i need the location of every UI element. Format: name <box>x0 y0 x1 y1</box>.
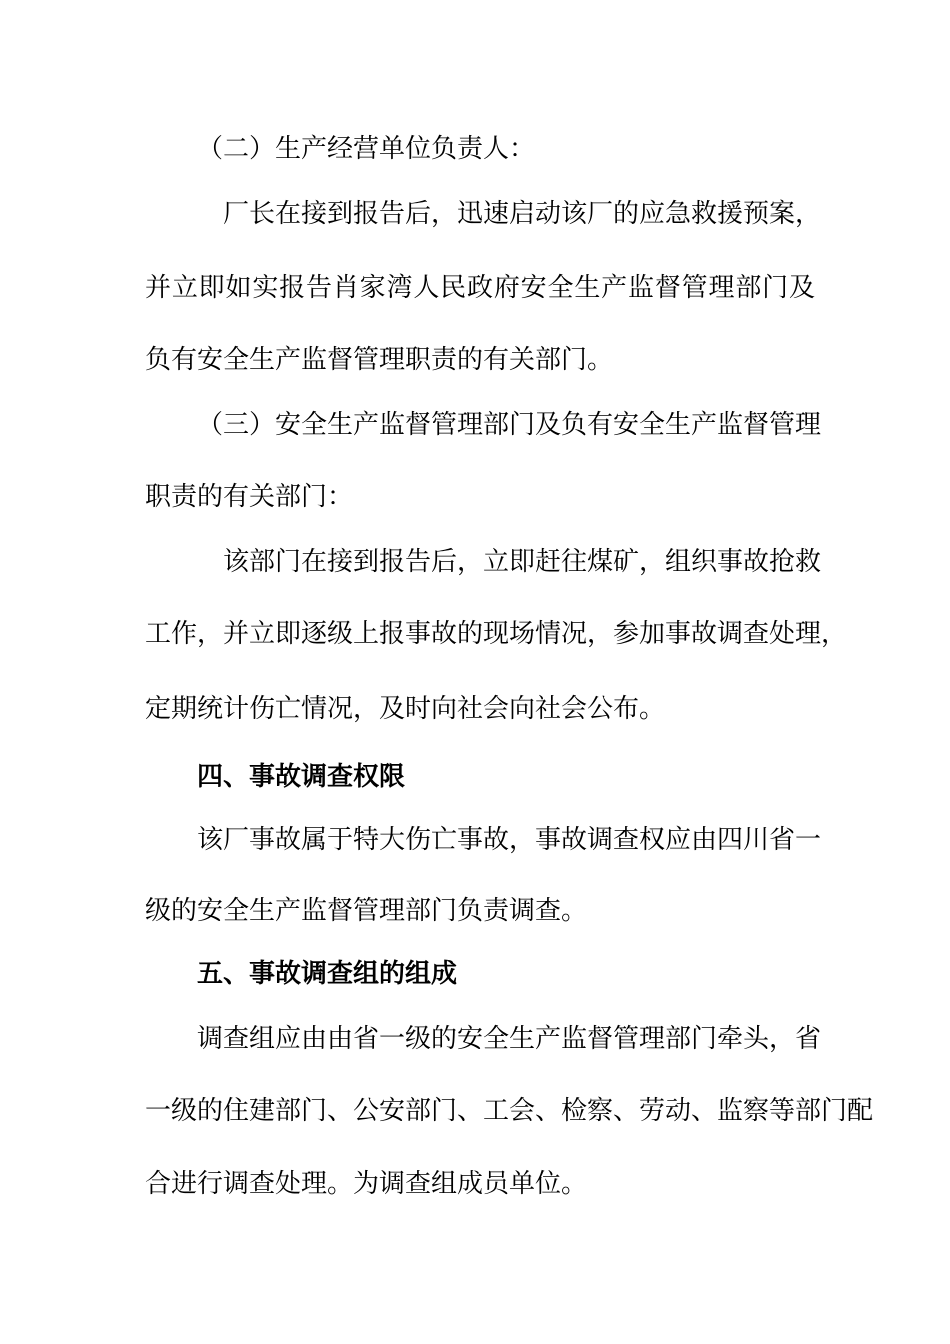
subsection-heading-3: （三）安全生产监督管理部门及负有安全生产监督管理 <box>197 410 822 440</box>
paragraph-line: 定期统计伤亡情况，及时向社会向社会公布。 <box>145 694 666 724</box>
paragraph-line: 合进行调查处理。为调查组成员单位。 <box>145 1169 588 1199</box>
paragraph-line: 工作，并立即逐级上报事故的现场情况，参加事故调查处理， <box>145 619 848 649</box>
paragraph-line: 并立即如实报告肖家湾人民政府安全生产监督管理部门及 <box>145 273 815 303</box>
paragraph-line: 负有安全生产监督管理职责的有关部门。 <box>145 345 614 375</box>
section-heading-5: 五、事故调查组的组成 <box>197 959 458 989</box>
subsection-heading-2: （二）生产经营单位负责人： <box>197 134 536 164</box>
paragraph-line: 该部门在接到报告后，立即赶往煤矿，组织事故抢救 <box>223 547 822 577</box>
section-heading-4: 四、事故调查权限 <box>197 762 406 792</box>
paragraph-line: 一级的住建部门、公安部门、工会、检察、劳动、监察等部门配 <box>145 1096 874 1126</box>
paragraph-line: 厂长在接到报告后，迅速启动该厂的应急救援预案， <box>223 199 822 229</box>
paragraph-line: 职责的有关部门： <box>145 482 354 512</box>
paragraph-line: 该厂事故属于特大伤亡事故，事故调查权应由四川省一 <box>197 825 822 855</box>
paragraph-line: 调查组应由由省一级的安全生产监督管理部门牵头，省 <box>197 1024 822 1054</box>
paragraph-line: 级的安全生产监督管理部门负责调查。 <box>145 896 588 926</box>
